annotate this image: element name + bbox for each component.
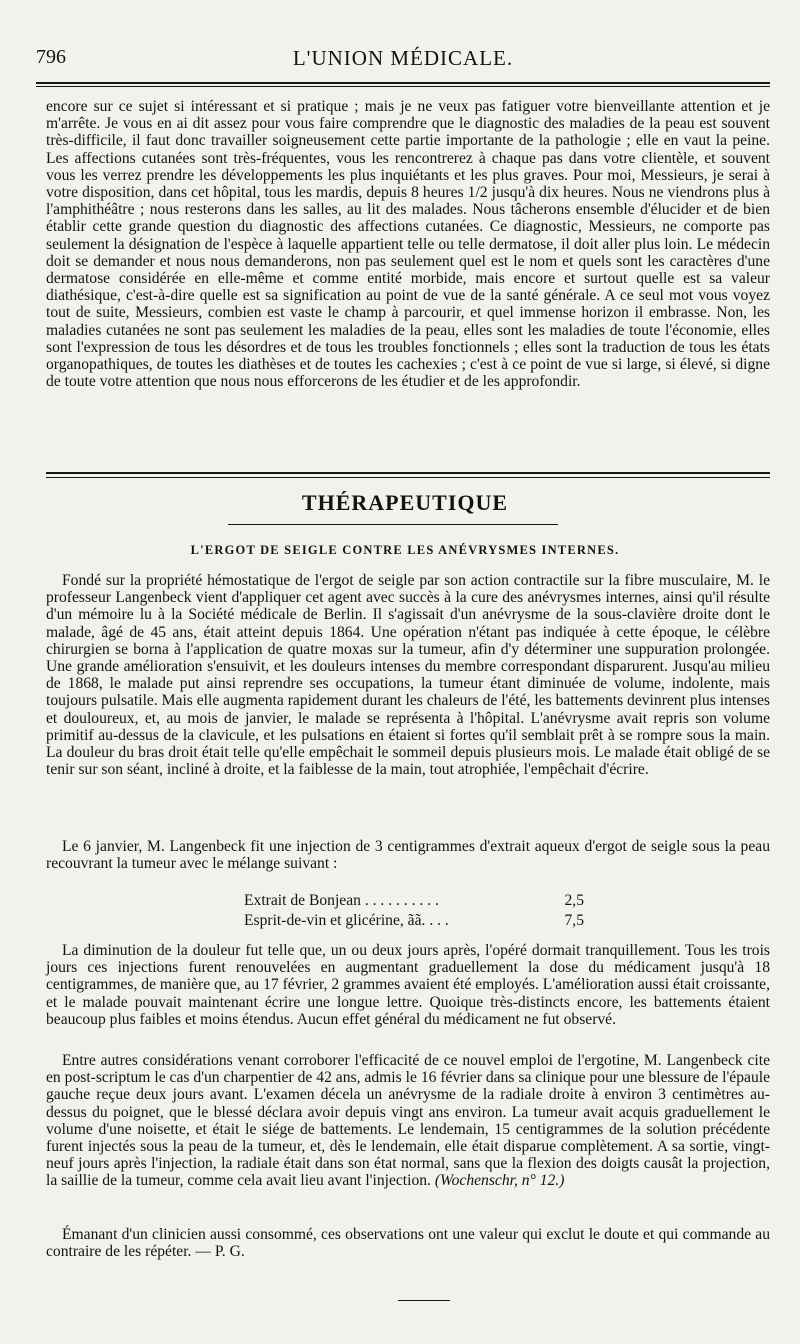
formula-ingredient: Extrait de Bonjean . . . . . . . . . . — [244, 892, 439, 909]
footer-rule — [398, 1300, 450, 1301]
page-header — [36, 46, 770, 80]
show-through-faint-text — [46, 462, 770, 472]
section-rule-bottom — [46, 477, 770, 478]
header-rule-thin — [36, 86, 770, 87]
article-paragraph-1 — [46, 572, 770, 778]
intro-paragraph — [46, 98, 770, 464]
section-title: THÉRAPEUTIQUE — [301, 490, 509, 515]
article-paragraph-2 — [46, 838, 770, 872]
article-paragraph-3 — [46, 942, 770, 1028]
article-text-4-body: Entre autres considérations venant corroborer l'efficacité de ce nouvel emploi de l'ergotine, M. Langenbeck cite en post-scriptum le cas d'un charpentier de 42 ans, admis le 16 février dans sa clinique pour une blessure de l'épaule gauche reçue deux jours avant. L'examen décela un anévrysme de la radiale droite à environ 3 centimètres au-dessus du poignet, que le blessé déclara avoir depuis vingt ans environ. La tumeur avait acquis graduellement le volume d'une noisette, et était le siége de battements. Le lendemain, 15 centigrammes de la solution précédente furent injectés sous la peau de la tumeur, et, dès le lendemain, elle était disparue complètement. A sa sortie, vingt-neuf jours après l'injection, la radiale était dans son état normal, sans que la flexion des doigts causât la projection, la saillie de la tumeur, comme cela avait lieu avant l'injection. — [46, 1052, 770, 1190]
running-title: L'UNION MÉDICALE. — [292, 46, 514, 70]
article-text-2: Le 6 janvier, M. Langenbeck fit une injection de 3 centigrammes d'extrait aqueux d'ergot de seigle sous la peau recouvrant la tumeur avec le mélange suivant : — [46, 838, 770, 873]
formula-row — [244, 912, 584, 932]
author-signature: P. G. — [214, 1243, 245, 1261]
article-text-4 — [46, 1052, 770, 1190]
article-text-5-body: Émanant d'un clinicien aussi consommé, ces observations ont une valeur qui exclut le doute et qui commande au contraire de les répéter. — — [46, 1226, 770, 1261]
article-paragraph-4 — [46, 1052, 770, 1190]
formula-row — [244, 892, 584, 912]
article-text-3: La diminution de la douleur fut telle que, un ou deux jours après, l'opéré dormait tranquillement. Tous les trois jours ces injections furent renouvelées en augmentant graduellement la dose du médicament jusqu'à 18 centigrammes, de manière que, au 17 février, 2 grammes avaient été employés. L'amélioration aussi était croissante, et le malade pouvait maintenant écrire une longue lettre. Quoique très-distincts encore, les battements étaient beaucoup plus faibles et moins étendus. Aucun effet général du médicament ne fut observé. — [46, 942, 770, 1028]
article-text-1: Fondé sur la propriété hémostatique de l'ergot de seigle par son action contractile sur la fibre musculaire, M. le professeur Langenbeck vient d'appliquer cet agent avec succès à la cure des anévrysmes internes, ainsi qu'il résulte d'un mémoire lu à la Société médicale de Berlin. Il s'agissait d'un anévrysme de la sous-clavière droite dont le malade, âgé de 45 ans, était atteint depuis 1864. Une opération n'étant pas indiquée à cette époque, le célèbre chirurgien se borna à l'application de quatre moxas sur la tumeur, afin d'y déterminer une suppuration prolongée. Une grande amélioration s'ensuivit, et les douleurs intenses du membre correspondant disparurent. Jusqu'au milieu de 1868, le malade put ainsi reprendre ses occupations, la tumeur étant diminuée de volume, indolente, mais toujours pulsatile. Mais elle augmenta rapidement durant les chaleurs de l'été, les battements devinrent plus intenses et douloureux, et, au mois de janvier, le malade se représenta à l'hôpital. L'anévrysme avait repris son volume primitif au-dessus de la clavicule, et les pulsations en étaient si fortes qu'il semblait prêt à se rompre sous la main. La douleur du bras droit était telle qu'elle empêchait le sommeil depuis plusieurs mois. Le malade était obligé de se tenir sur son séant, incliné à droite, et la faiblesse de la main, tout atrophiée, l'empêchait d'écrire. — [46, 572, 770, 779]
formula-ingredient: Esprit-de-vin et glicérine, ãã. . . . — [244, 912, 449, 929]
section-rule-top — [46, 472, 770, 474]
section-title-underline — [228, 524, 558, 525]
header-rule — [36, 82, 770, 84]
article-paragraph-5 — [46, 1226, 770, 1260]
formula-quantity: 2,5 — [564, 892, 584, 909]
formula — [244, 892, 584, 932]
formula-quantity: 7,5 — [564, 912, 584, 929]
intro-text: encore sur ce sujet si intéressant et si pratique ; mais je ne veux pas fatiguer votre bienveillante attention et je m'arrête. Je vous en ai dit assez pour vous faire comprendre que le diagnostic des maladies de la peau est souvent très-difficile, il faut donc travailler soigneusement cette partie importante de la pathologie ; elle en vaut la peine. Les affections cutanées sont très-fréquentes, vous les rencontrerez à chaque pas dans votre clientèle, et souvent vous les verrez prendre les développements les plus inquiétants et les plus graves. Pour moi, Messieurs, je serai à votre disposition, dans cet hôpital, tous les mardis, depuis 8 heures 1/2 jusqu'à dix heures. Nous ne viendrons plus à l'amphithéâtre ; nous resterons dans les salles, au lit des malades. Nous tâcherons ensemble d'élucider et de bien établir cette grande question du diagnostic des affections cutanées. Ce diagnostic, Messieurs, ne comporte pas seulement la désignation de l'espèce à laquelle appartient telle ou telle dermatose, il doit aller plus loin. Le médecin doit se demander et nous nous demanderons, non pas seulement quel est le nom et quels sont les caractères d'une dermatose considérée en elle-même et comme entité morbide, mais encore et surtout quelle est sa valeur diathésique, c'est-à-dire quelle est sa signification au point de vue de la santé générale. A ce seul mot vous voyez tout de suite, Messieurs, combien est vaste le champ à parcourir, et quel immense horizon il embrasse. Non, les maladies cutanées ne sont pas seulement les maladies de la peau, elles sont les maladies de toute l'économie, elles sont l'expression de tous les désordres et de tous les troubles fonctionnels ; elles sont la traduction de tous les états organopathiques, de toutes les diathèses et de toutes les cachexies ; c'est à ce point de vue si large, si élevé, si digne de toute votre attention que nous nous efforcerons de les étudier et de les approfondir. — [46, 98, 770, 391]
article-subtitle: L'ERGOT DE SEIGLE CONTRE LES ANÉVRYSMES INTERNES. — [190, 543, 620, 557]
page-number: 796 — [36, 46, 66, 68]
article-source: (Wochenschr, n° 12.) — [434, 1172, 565, 1190]
article-text-5 — [46, 1226, 770, 1260]
